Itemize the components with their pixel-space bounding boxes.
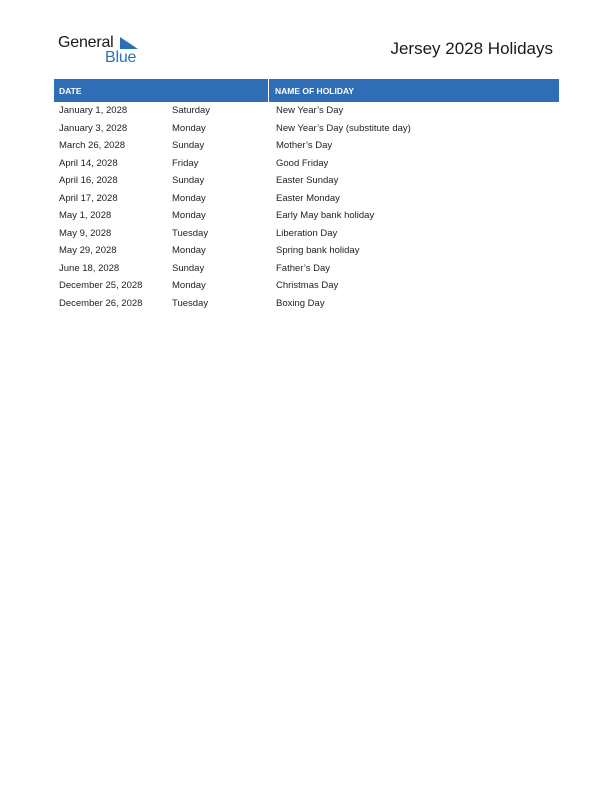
table-row — [54, 242, 559, 260]
holiday-table — [54, 79, 559, 312]
holiday-name: New Year’s Day — [276, 105, 344, 117]
holiday-date: December 26, 2028 — [59, 297, 143, 309]
table-body — [54, 102, 559, 312]
column-header-holiday-name: NAME OF HOLIDAY — [275, 85, 355, 96]
holiday-name: Easter Monday — [276, 192, 340, 204]
holiday-date: May 29, 2028 — [59, 245, 117, 257]
table-header — [54, 79, 559, 102]
holiday-date: April 14, 2028 — [59, 157, 118, 169]
holiday-date: March 26, 2028 — [59, 140, 126, 152]
holiday-weekday: Sunday — [172, 140, 205, 152]
table-row — [54, 207, 559, 225]
holiday-date: January 1, 2028 — [59, 105, 128, 117]
holiday-date: June 18, 2028 — [59, 262, 120, 274]
holiday-name: Easter Sunday — [276, 175, 339, 187]
logo-text-blue: Blue — [105, 49, 137, 66]
table-row — [54, 120, 559, 138]
table-row — [54, 260, 559, 278]
holiday-date: December 25, 2028 — [59, 280, 143, 292]
holiday-name: Christmas Day — [276, 280, 339, 292]
holiday-name: Mother’s Day — [276, 140, 333, 152]
holiday-date: May 9, 2028 — [59, 227, 112, 239]
table-row — [54, 102, 559, 120]
holiday-weekday: Monday — [172, 210, 206, 222]
holiday-weekday: Sunday — [172, 262, 205, 274]
holiday-weekday: Sunday — [172, 175, 205, 187]
table-row — [54, 172, 559, 190]
table-row — [54, 225, 559, 243]
holiday-date: May 1, 2028 — [59, 210, 112, 222]
holiday-weekday: Monday — [172, 245, 206, 257]
page-title: Jersey 2028 Holidays — [390, 39, 553, 58]
holiday-name: Boxing Day — [276, 297, 325, 309]
holiday-weekday: Tuesday — [172, 227, 209, 239]
table-row — [54, 190, 559, 208]
table-row — [54, 155, 559, 173]
holiday-date: April 17, 2028 — [59, 192, 118, 204]
holiday-name: Father’s Day — [276, 262, 331, 274]
holiday-name: Spring bank holiday — [276, 245, 360, 257]
column-header-date: DATE — [54, 79, 269, 102]
table-row — [54, 137, 559, 155]
holiday-weekday: Tuesday — [172, 297, 209, 309]
logo-text-general: General — [58, 34, 114, 51]
holiday-weekday: Saturday — [172, 105, 211, 117]
holiday-weekday: Monday — [172, 280, 206, 292]
table-row — [54, 295, 559, 313]
holiday-name: Early May bank holiday — [276, 210, 375, 222]
table-row — [54, 277, 559, 295]
holiday-date: January 3, 2028 — [59, 122, 128, 134]
holiday-weekday: Monday — [172, 122, 206, 134]
holiday-weekday: Friday — [172, 157, 199, 169]
holiday-date: April 16, 2028 — [59, 175, 118, 187]
holiday-name: Good Friday — [276, 157, 329, 169]
holiday-weekday: Monday — [172, 192, 206, 204]
generalblue-logo — [58, 34, 148, 68]
holiday-name: New Year’s Day (substitute day) — [276, 122, 411, 134]
holiday-name: Liberation Day — [276, 227, 338, 239]
